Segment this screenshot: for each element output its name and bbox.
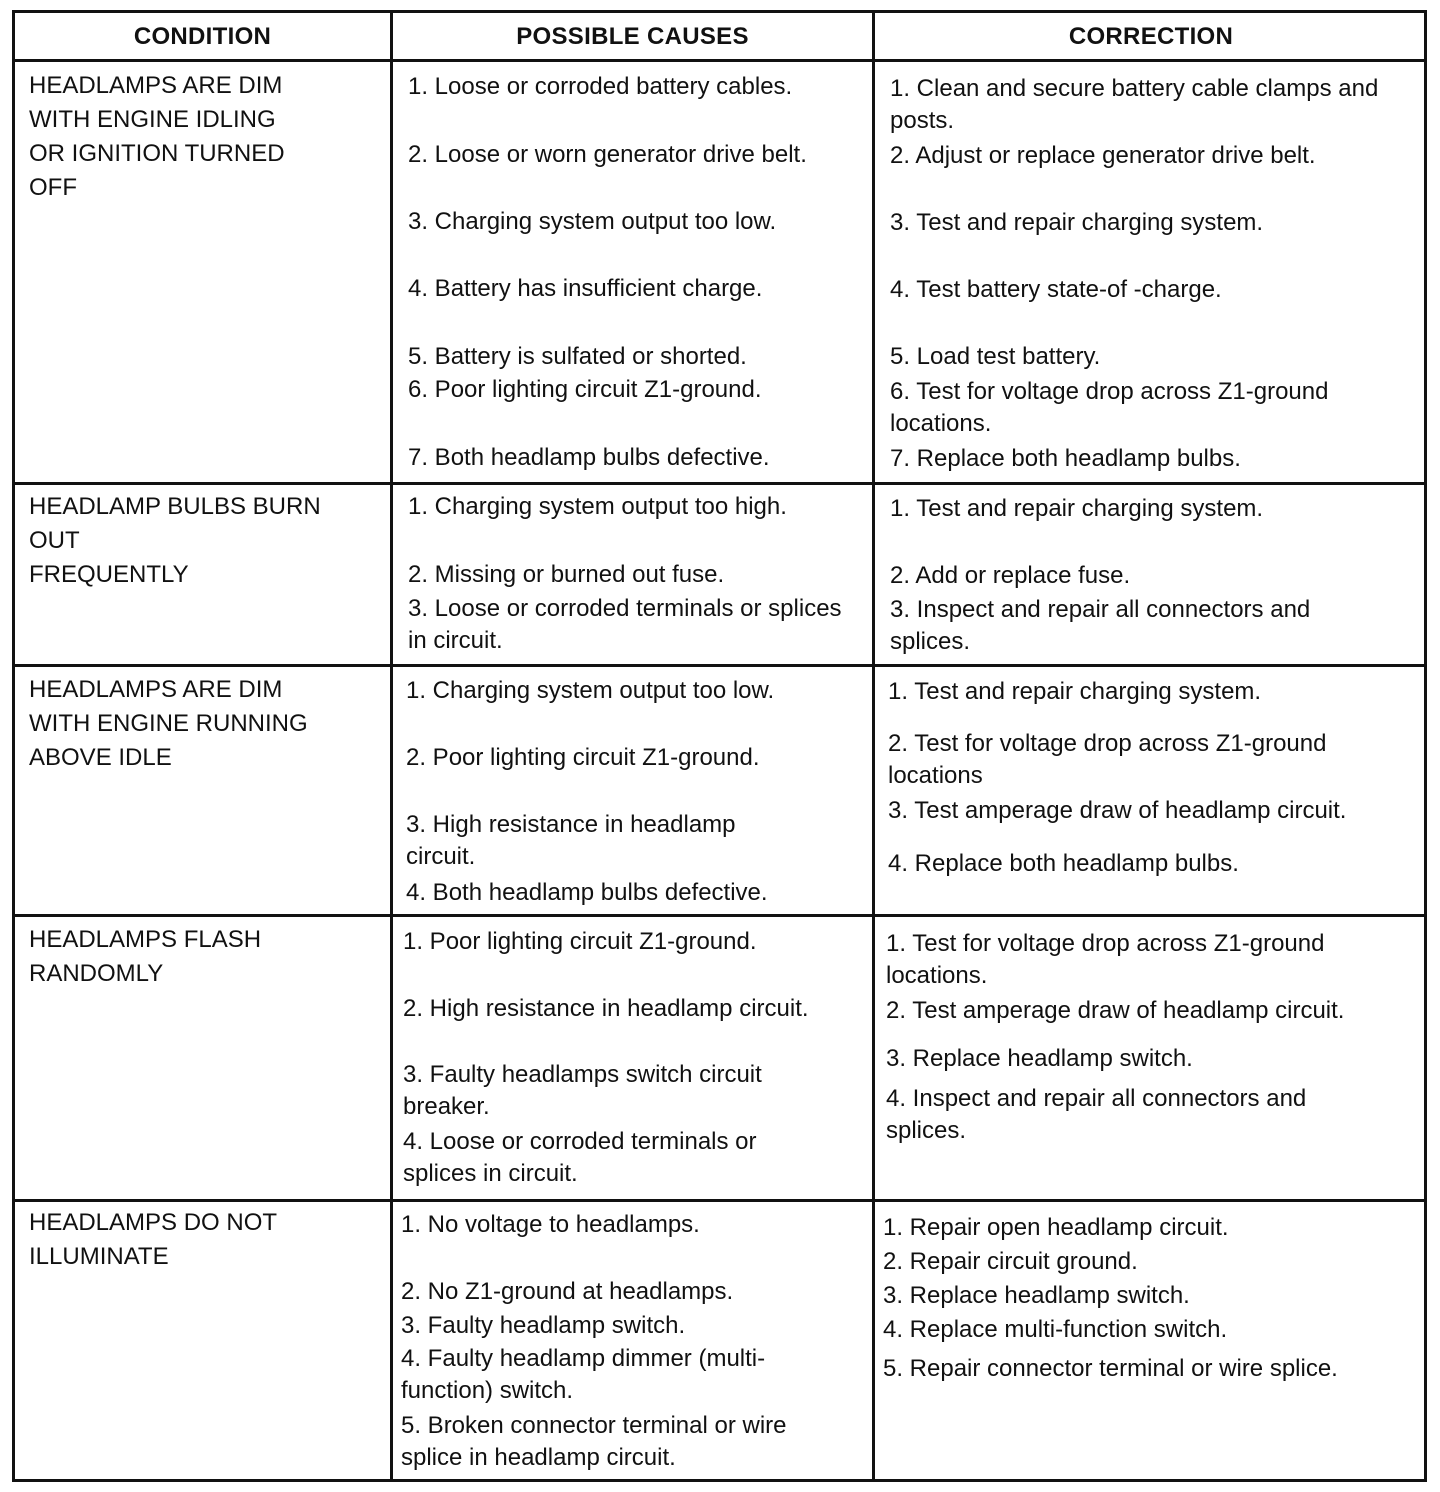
correction-item: 3. Test amperage draw of headlamp circuit. [888,797,1347,824]
condition-line: WITH ENGINE RUNNING [29,710,308,737]
cause-item: 1. Charging system output too high. [408,493,787,520]
correction-item: 4. Replace both headlamp bulbs. [888,850,1239,877]
cause-item: 6. Poor lighting circuit Z1-ground. [408,376,762,403]
correction-item: 3. Test and repair charging system. [890,209,1264,236]
correction-item: 2. Add or replace fuse. [890,562,1131,589]
condition-cell [29,69,379,205]
condition-line: HEADLAMPS ARE DIM [29,676,283,703]
condition-line: ILLUMINATE [29,1243,169,1270]
correction-item: 4. Replace multi-function switch. [883,1316,1228,1343]
cause-item: 1. Loose or corroded battery cables. [408,73,793,100]
correction-item: 3. Inspect and repair all connectors and splices. [890,596,1311,655]
condition-cell [29,923,379,991]
correction-item: 2. Test amperage draw of headlamp circuit. [886,997,1345,1024]
correction-item: 2. Test for voltage drop across Z1-ground locations [888,730,1327,789]
diagnosis-table [12,10,1427,1482]
header-condition: CONDITION [133,23,272,50]
condition-line: OR IGNITION TURNED [29,140,285,167]
row-divider [15,1199,1424,1202]
condition-line: FREQUENTLY [29,561,189,588]
cause-item: 2. No Z1-ground at headlamps. [401,1278,734,1305]
correction-item: 4. Test battery state-of -charge. [890,276,1222,303]
correction-item: 3. Replace headlamp switch. [886,1045,1193,1072]
row-divider [15,664,1424,667]
correction-item: 1. Repair open headlamp circuit. [883,1214,1229,1241]
condition-line: HEADLAMPS ARE DIM [29,72,283,99]
correction-item: 1. Test and repair charging system. [888,678,1262,705]
condition-cell [29,1206,379,1274]
correction-item: 4. Inspect and repair all connectors and splices. [886,1085,1307,1144]
condition-cell [29,490,379,592]
cause-item: 4. Both headlamp bulbs defective. [406,879,768,906]
cause-item: 3. Faulty headlamps switch circuit breaker. [403,1061,762,1120]
cause-item: 2. Loose or worn generator drive belt. [408,141,807,168]
cause-item: 2. High resistance in headlamp circuit. [403,995,809,1022]
correction-item: 1. Test and repair charging system. [890,495,1264,522]
correction-item: 5. Repair connector terminal or wire splice. [883,1355,1338,1382]
correction-item: 6. Test for voltage drop across Z1-ground locations. [890,378,1329,437]
cause-item: 4. Loose or corroded terminals or splices in circuit. [403,1128,757,1187]
row-divider [15,914,1424,917]
row-divider [15,482,1424,485]
correction-item: 3. Replace headlamp switch. [883,1282,1190,1309]
cause-item: 1. No voltage to headlamps. [401,1211,700,1238]
correction-item: 2. Adjust or replace generator drive belt. [890,142,1316,169]
column-divider [872,13,875,1479]
condition-line: HEADLAMPS FLASH [29,926,262,953]
condition-line: WITH ENGINE IDLING [29,106,276,133]
condition-cell [29,673,379,775]
header-possible-causes: POSSIBLE CAUSES [516,23,749,50]
correction-item: 2. Repair circuit ground. [883,1248,1138,1275]
correction-item: 7. Replace both headlamp bulbs. [890,445,1241,472]
correction-item: 5. Load test battery. [890,343,1101,370]
condition-line: HEADLAMP BULBS BURN [29,493,321,520]
cause-item: 2. Poor lighting circuit Z1-ground. [406,744,760,771]
cause-item: 2. Missing or burned out fuse. [408,561,725,588]
cause-item: 5. Broken connector terminal or wire splice in headlamp circuit. [401,1412,787,1471]
cause-item: 3. Loose or corroded terminals or splices in circuit. [408,595,842,654]
condition-line: OUT [29,527,80,554]
condition-line: OFF [29,174,77,201]
cause-item: 3. Charging system output too low. [408,208,777,235]
correction-item: 1. Test for voltage drop across Z1-ground locations. [886,930,1325,989]
cause-item: 5. Battery is sulfated or shorted. [408,343,747,370]
cause-item: 4. Battery has insufficient charge. [408,275,763,302]
cause-item: 3. Faulty headlamp switch. [401,1312,686,1339]
condition-line: RANDOMLY [29,960,164,987]
cause-item: 1. Poor lighting circuit Z1-ground. [403,928,757,955]
correction-item: 1. Clean and secure battery cable clamps and posts. [890,75,1379,134]
condition-line: ABOVE IDLE [29,744,172,771]
header-correction: CORRECTION [1068,23,1234,50]
cause-item: 3. High resistance in headlamp circuit. [406,811,736,870]
column-divider [390,13,393,1479]
cause-item: 7. Both headlamp bulbs defective. [408,444,770,471]
condition-line: HEADLAMPS DO NOT [29,1209,278,1236]
cause-item: 1. Charging system output too low. [406,677,775,704]
cause-item: 4. Faulty headlamp dimmer (multi-function) switch. [401,1345,766,1404]
